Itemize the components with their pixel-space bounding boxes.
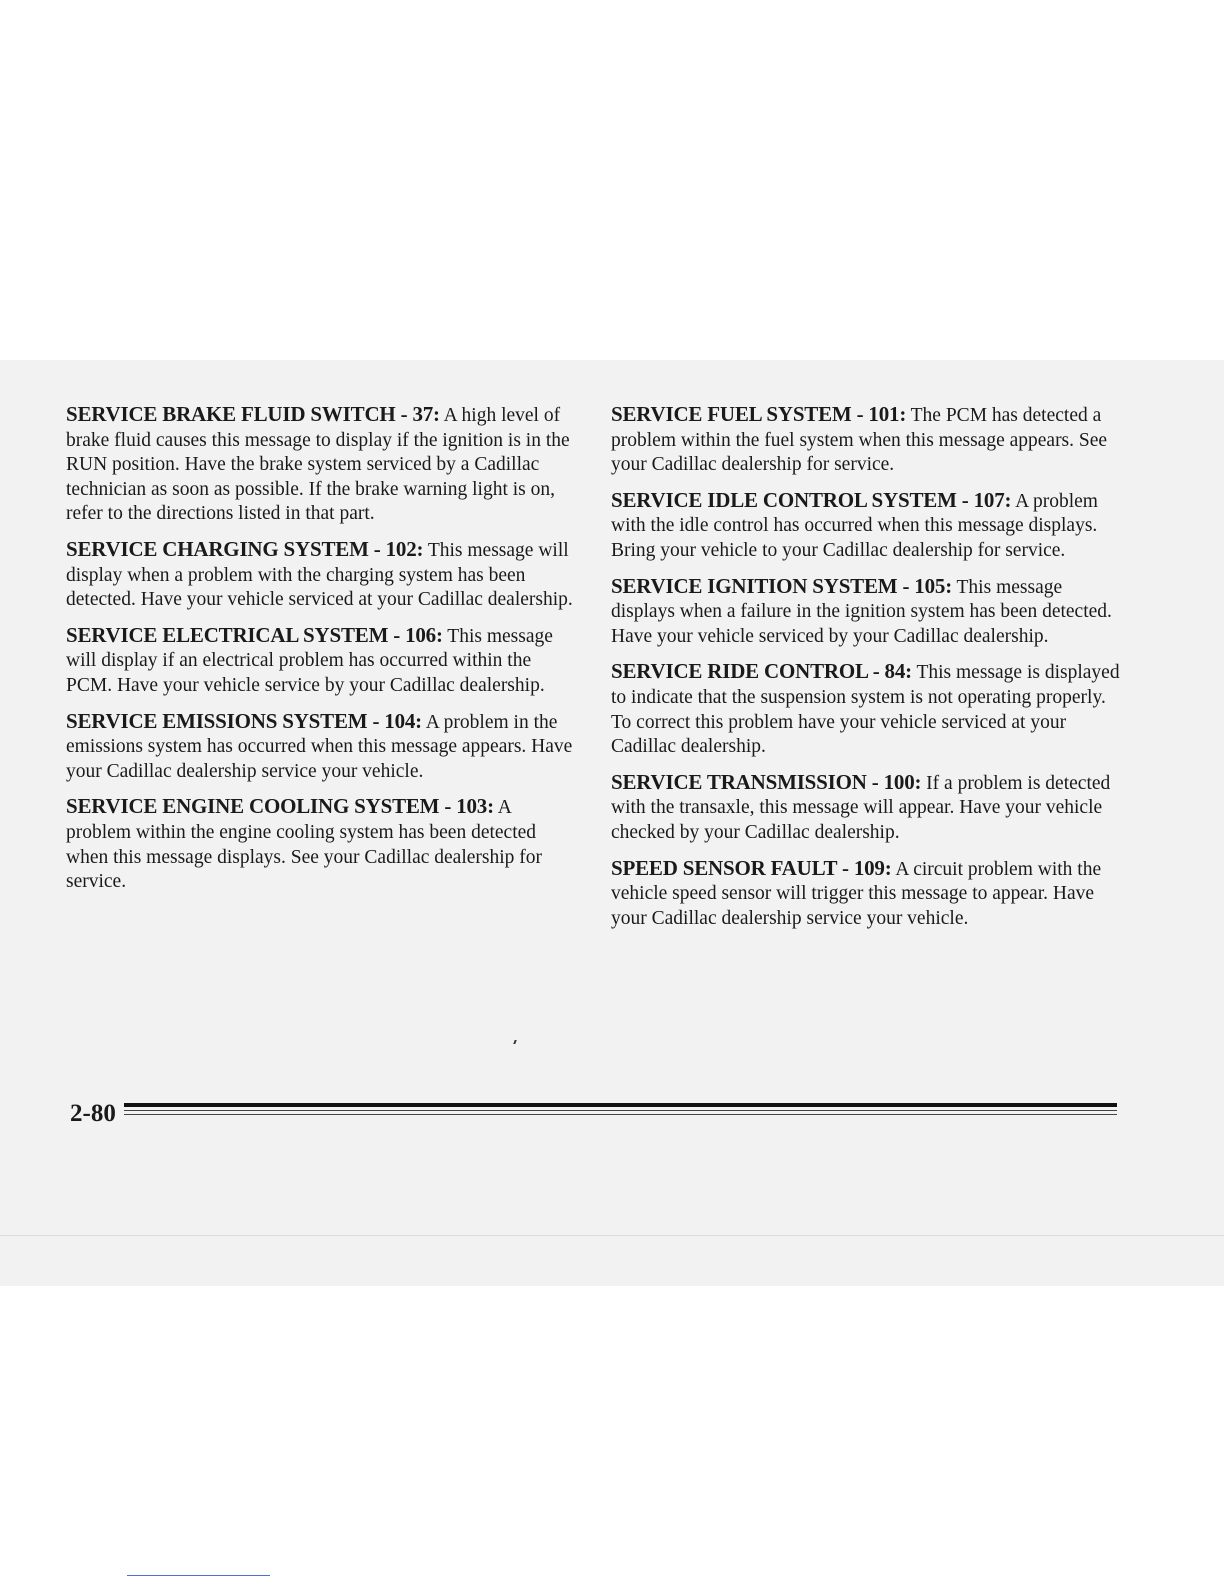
right-column	[611, 402, 1121, 941]
message-entry-ride-control	[611, 659, 1121, 759]
message-entry-electrical	[66, 623, 576, 699]
entry-heading: SERVICE IDLE CONTROL SYSTEM - 107:	[611, 487, 1012, 512]
entry-body: A circuit problem with the vehicle speed sensor will trigger this message to appear. Have your Cadillac dealership service your vehicle.	[611, 858, 1102, 929]
footer-rule-thin	[124, 1114, 1117, 1115]
left-column	[66, 402, 576, 905]
message-entry-ignition	[611, 574, 1121, 650]
entry-body: This message will display if an electrical problem has occurred within the PCM. Have your vehicle service by your Cadillac dealership.	[66, 625, 553, 696]
message-entry-speed-sensor	[611, 856, 1121, 932]
entry-body: A problem in the emissions system has occurred when this message appears. Have your Cadillac dealership service your vehicle.	[66, 711, 573, 782]
entry-heading: SERVICE RIDE CONTROL - 84:	[611, 659, 912, 684]
footer-rule-thin	[124, 1110, 1117, 1111]
page-number: 2-80	[70, 1100, 116, 1127]
entry-heading: SERVICE ELECTRICAL SYSTEM - 106:	[66, 622, 443, 647]
message-entry-fuel	[611, 402, 1121, 478]
message-entry-charging	[66, 537, 576, 613]
entry-heading: SERVICE FUEL SYSTEM - 101:	[611, 402, 907, 426]
entry-heading: SERVICE EMISSIONS SYSTEM - 104:	[66, 708, 422, 733]
entry-body: This message is displayed to indicate that the suspension system is not operating properly. To correct this problem have your vehicle serviced at your Cadillac dealership.	[611, 662, 1120, 758]
entry-heading: SPEED SENSOR FAULT - 109:	[611, 855, 892, 880]
message-entry-brake-fluid	[66, 402, 576, 527]
bottom-link-underline	[127, 1575, 270, 1576]
entry-heading: SERVICE BRAKE FLUID SWITCH - 37:	[66, 402, 440, 426]
entry-body: A high level of brake fluid causes this message to display if the ignition is in the RUN position. Have the brake system serviced by a Cadillac technician as soon as possible. If the brake warning light is on, refer to the directions listed in that part.	[66, 405, 570, 525]
entry-heading: SERVICE ENGINE COOLING SYSTEM - 103:	[66, 794, 494, 819]
message-entry-idle-control	[611, 488, 1121, 564]
entry-body: This message displays when a failure in the ignition system has been detected. Have your vehicle serviced by your Cadillac dealership.	[611, 576, 1112, 647]
entry-body: If a problem is detected with the transaxle, this message will appear. Have your vehicle checked by your Cadillac dealership.	[611, 772, 1111, 843]
entry-body: This message will display when a problem with the charging system has been detected. Have your vehicle serviced at your Cadillac dealership.	[66, 539, 573, 611]
message-entry-transmission	[611, 770, 1121, 846]
footer-rule-thick	[124, 1103, 1117, 1107]
entry-body: The PCM has detected a problem within the fuel system when this message appears. See your Cadillac dealership for service.	[611, 405, 1108, 476]
entry-heading: SERVICE CHARGING SYSTEM - 102:	[66, 536, 424, 561]
message-entry-engine-cooling	[66, 794, 576, 894]
entry-heading: SERVICE IGNITION SYSTEM - 105:	[611, 573, 952, 598]
entry-body: A problem with the idle control has occurred when this message displays. Bring your vehicle to your Cadillac dealership for service.	[611, 490, 1098, 561]
scan-edge-line	[0, 1235, 1224, 1236]
entry-heading: SERVICE TRANSMISSION - 100:	[611, 769, 922, 794]
entry-body: A problem within the engine cooling system has been detected when this message displays. See your Cadillac dealership for service.	[66, 797, 543, 893]
footer-rule	[124, 1103, 1117, 1117]
message-entry-emissions	[66, 709, 576, 785]
